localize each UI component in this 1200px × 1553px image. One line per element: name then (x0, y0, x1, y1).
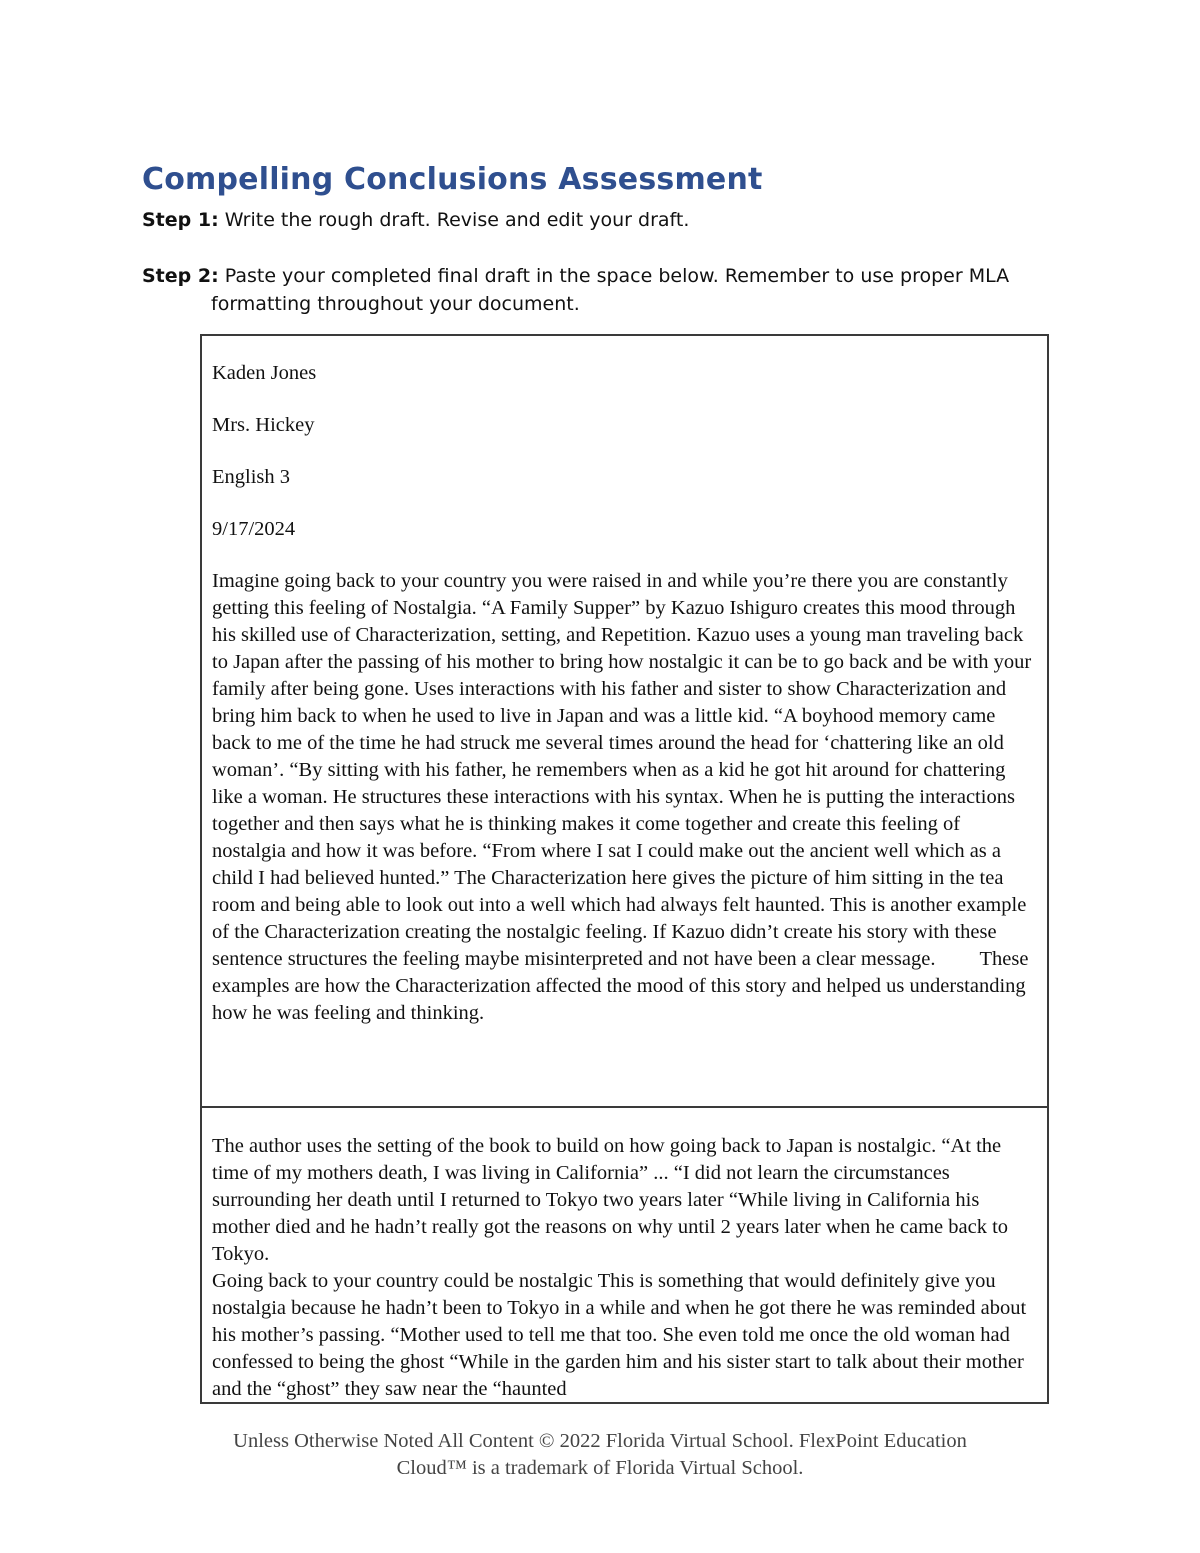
footer-line-2: Cloud™ is a trademark of Florida Virtual School. (396, 1457, 804, 1479)
essay-box-cell-1[interactable] (200, 334, 1049, 1107)
step-1-label: Step 1: (142, 209, 219, 231)
copyright-footer (100, 1428, 1100, 1482)
paragraph-1-tail: These examples are how the Characterization affected the mood of this story and helped us understanding how he was feeling and thinking. (212, 948, 1029, 1024)
step-1-instruction (142, 206, 689, 234)
step-2-instruction (142, 262, 1032, 318)
student-name: Kaden Jones (212, 362, 317, 384)
essay-box-cell-2[interactable] (200, 1106, 1049, 1404)
essay-cell-1-content (212, 360, 1039, 1027)
essay-cell-2-content (212, 1133, 1039, 1403)
essay-date: 9/17/2024 (212, 518, 296, 540)
step-2-text-line1: Paste your completed final draft in the space below. Remember to use proper MLA (224, 265, 1010, 287)
essay-paragraph-3: Going back to your country could be nostalgic This is something that would definitely give you nostalgia because he hadn’t been to Tokyo in a while and when he got there he was reminded about his mother’s passing. “Mother used to tell me that too. She even told me once the old woman had confessed to being the ghost “While in the garden him and his sister start to talk about their mother and the “ghost” they saw near the “haunted (212, 1270, 1027, 1400)
page-title: Compelling Conclusions Assessment (142, 162, 763, 197)
footer-line-1: Unless Otherwise Noted All Content © 2022 Florida Virtual School. FlexPoint Education (233, 1430, 967, 1452)
essay-paragraph-1 (212, 568, 1039, 1027)
step-2-text-line2: formatting throughout your document. (211, 293, 580, 315)
course-name: English 3 (212, 466, 291, 488)
essay-paragraph-2: The author uses the setting of the book to build on how going back to Japan is nostalgic. “At the time of my mothers death, I was living in California” ... “I did not learn the circumstances surrounding her death until I returned to Tokyo two years later “While living in California his mother died and he hadn’t really got the reasons on why until 2 years later when he came back to Tokyo. (212, 1135, 1009, 1265)
step-1-text: Write the rough draft. Revise and edit your draft. (224, 209, 690, 231)
step-2-label: Step 2: (142, 265, 219, 287)
paragraph-1-main: Imagine going back to your country you were raised in and while you’re there you are constantly getting this feeling of Nostalgia. “A Family Supper” by Kazuo Ishiguro creates this mood through his skilled use of Characterization, setting, and Repetition. Kazuo uses a young man traveling back to Japan after the passing of his mother to bring how nostalgic it can be to go back and be with your family after being gone. Uses interactions with his father and sister to show Characterization and bring him back to when he used to live in Japan and was a little kid. “A boyhood memory came back to me of the time he had struck me several times around the head for ‘chattering like an old woman’. “By sitting with his father, he remembers when as a kid he got hit around for chattering like a woman. He structures these interactions with his syntax. When he is putting the interactions together and then says what he is thinking makes it come together and create this feeling of nostalgia and how it was before. “From where I sat I could make out the ancient well which as a child I had believed hunted.” The Characterization here gives the picture of him sitting in the tea room and being able to look out into a well which had always felt haunted. This is another example of the Characterization creating the nostalgic feeling. If Kazuo didn’t create his story with these sentence structures the feeling maybe misinterpreted and not have been a clear message. (212, 570, 1032, 970)
teacher-name: Mrs. Hickey (212, 414, 315, 436)
